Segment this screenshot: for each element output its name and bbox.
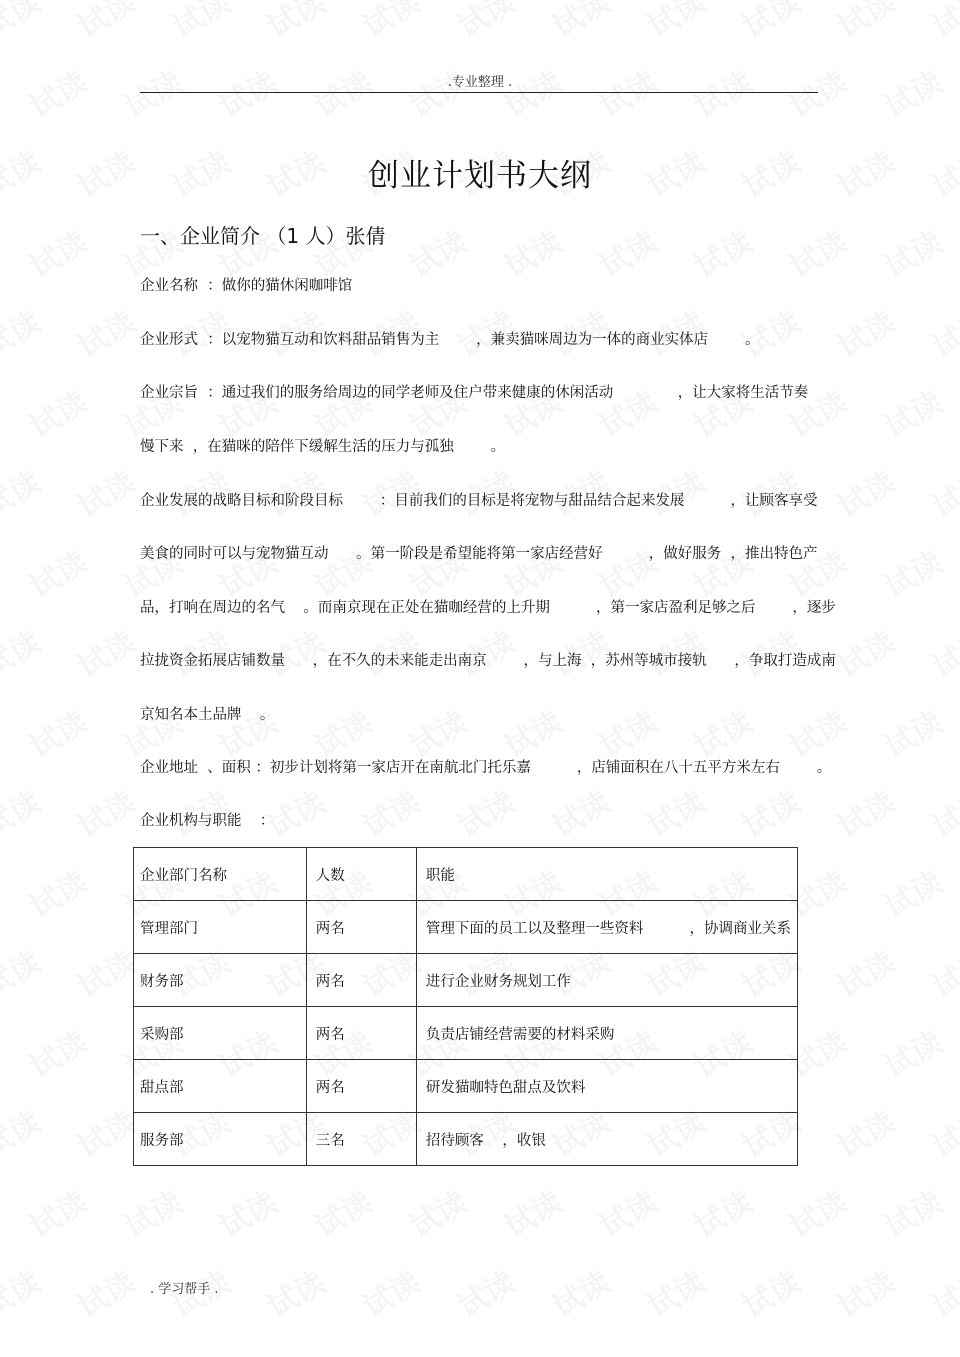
paragraph-strategy-line4: 拉拢资金拓展店铺数量 ，在不久的未来能走出南京 ，与上海 ，苏州等城市接轨 ，争取打造成南 <box>140 653 836 669</box>
table-row <box>134 1007 798 1060</box>
table-cell: 甜点部 <box>134 1060 307 1113</box>
table-header-cell: 企业部门名称 <box>134 848 307 901</box>
table-cell: 两名 <box>306 1007 416 1060</box>
table-cell: 研发猫咖特色甜点及饮料 <box>416 1060 797 1113</box>
table-row <box>134 1113 798 1166</box>
paragraph-company-name: 企业名称 ：做你的猫休闲咖啡馆 <box>140 278 353 294</box>
table-cell: 进行企业财务规划工作 <box>416 954 797 1007</box>
table-row <box>134 901 798 954</box>
table-cell: 管理部门 <box>134 901 307 954</box>
paragraph-strategy-line3: 品，打响在周边的名气 。而南京现在正处在猫咖经营的上升期 ，第一家店盈利足够之后 ，逐步 <box>140 600 836 616</box>
document-title: 创业计划书大纲 <box>368 158 592 194</box>
paragraph-org-label: 企业机构与职能 ： <box>140 813 275 829</box>
paragraph-company-purpose: 企业宗旨 ：通过我们的服务给周边的同学老师及住户带来健康的休闲活动 ，让大家将生活节奏 <box>140 385 809 401</box>
table-row <box>134 954 798 1007</box>
table-header-row <box>134 848 798 901</box>
table-header-cell: 职能 <box>416 848 797 901</box>
org-table <box>133 847 798 1166</box>
paragraph-strategy-line2: 美食的同时可以与宠物猫互动 。第一阶段是希望能将第一家店经营好 ，做好服务 ，推出特色产 <box>140 546 818 562</box>
table-cell: 采购部 <box>134 1007 307 1060</box>
paragraph-strategy-line5: 京知名本土品牌 。 <box>140 707 275 723</box>
table-cell: 负责店铺经营需要的材料采购 <box>416 1007 797 1060</box>
table-cell: 招待顾客 ，收银 <box>416 1113 797 1166</box>
table-cell: 两名 <box>306 954 416 1007</box>
header-divider <box>140 92 818 93</box>
table-row <box>134 1060 798 1113</box>
paragraph-company-purpose-cont: 慢下来 ，在猫咪的陪伴下缓解生活的压力与孤独 。 <box>140 439 506 455</box>
paragraph-strategy: 企业发展的战略目标和阶段目标 ：目前我们的目标是将宠物与甜品结合起来发展 ，让顾客享受 <box>140 493 818 509</box>
table-cell: 服务部 <box>134 1113 307 1166</box>
table-header-cell: 人数 <box>306 848 416 901</box>
paragraph-address-area: 企业地址 、面积 ：初步计划将第一家店开在南航北门托乐嘉 ，店铺面积在八十五平方米左右 。 <box>140 760 832 776</box>
page-footer: . 学习帮手 . <box>150 1282 219 1297</box>
table-cell: 财务部 <box>134 954 307 1007</box>
section-heading: 一、企业简介 （1 人）张倩 <box>140 224 386 248</box>
paragraph-company-form: 企业形式 ：以宠物猫互动和饮料甜品销售为主 ，兼卖猫咪周边为一体的商业实体店 。 <box>140 332 760 348</box>
table-cell: 两名 <box>306 901 416 954</box>
table-cell: 管理下面的员工以及整理一些资料 ，协调商业关系 <box>416 901 797 954</box>
page-header: .专业整理 . <box>447 75 513 90</box>
table-cell: 两名 <box>306 1060 416 1113</box>
table-cell: 三名 <box>306 1113 416 1166</box>
